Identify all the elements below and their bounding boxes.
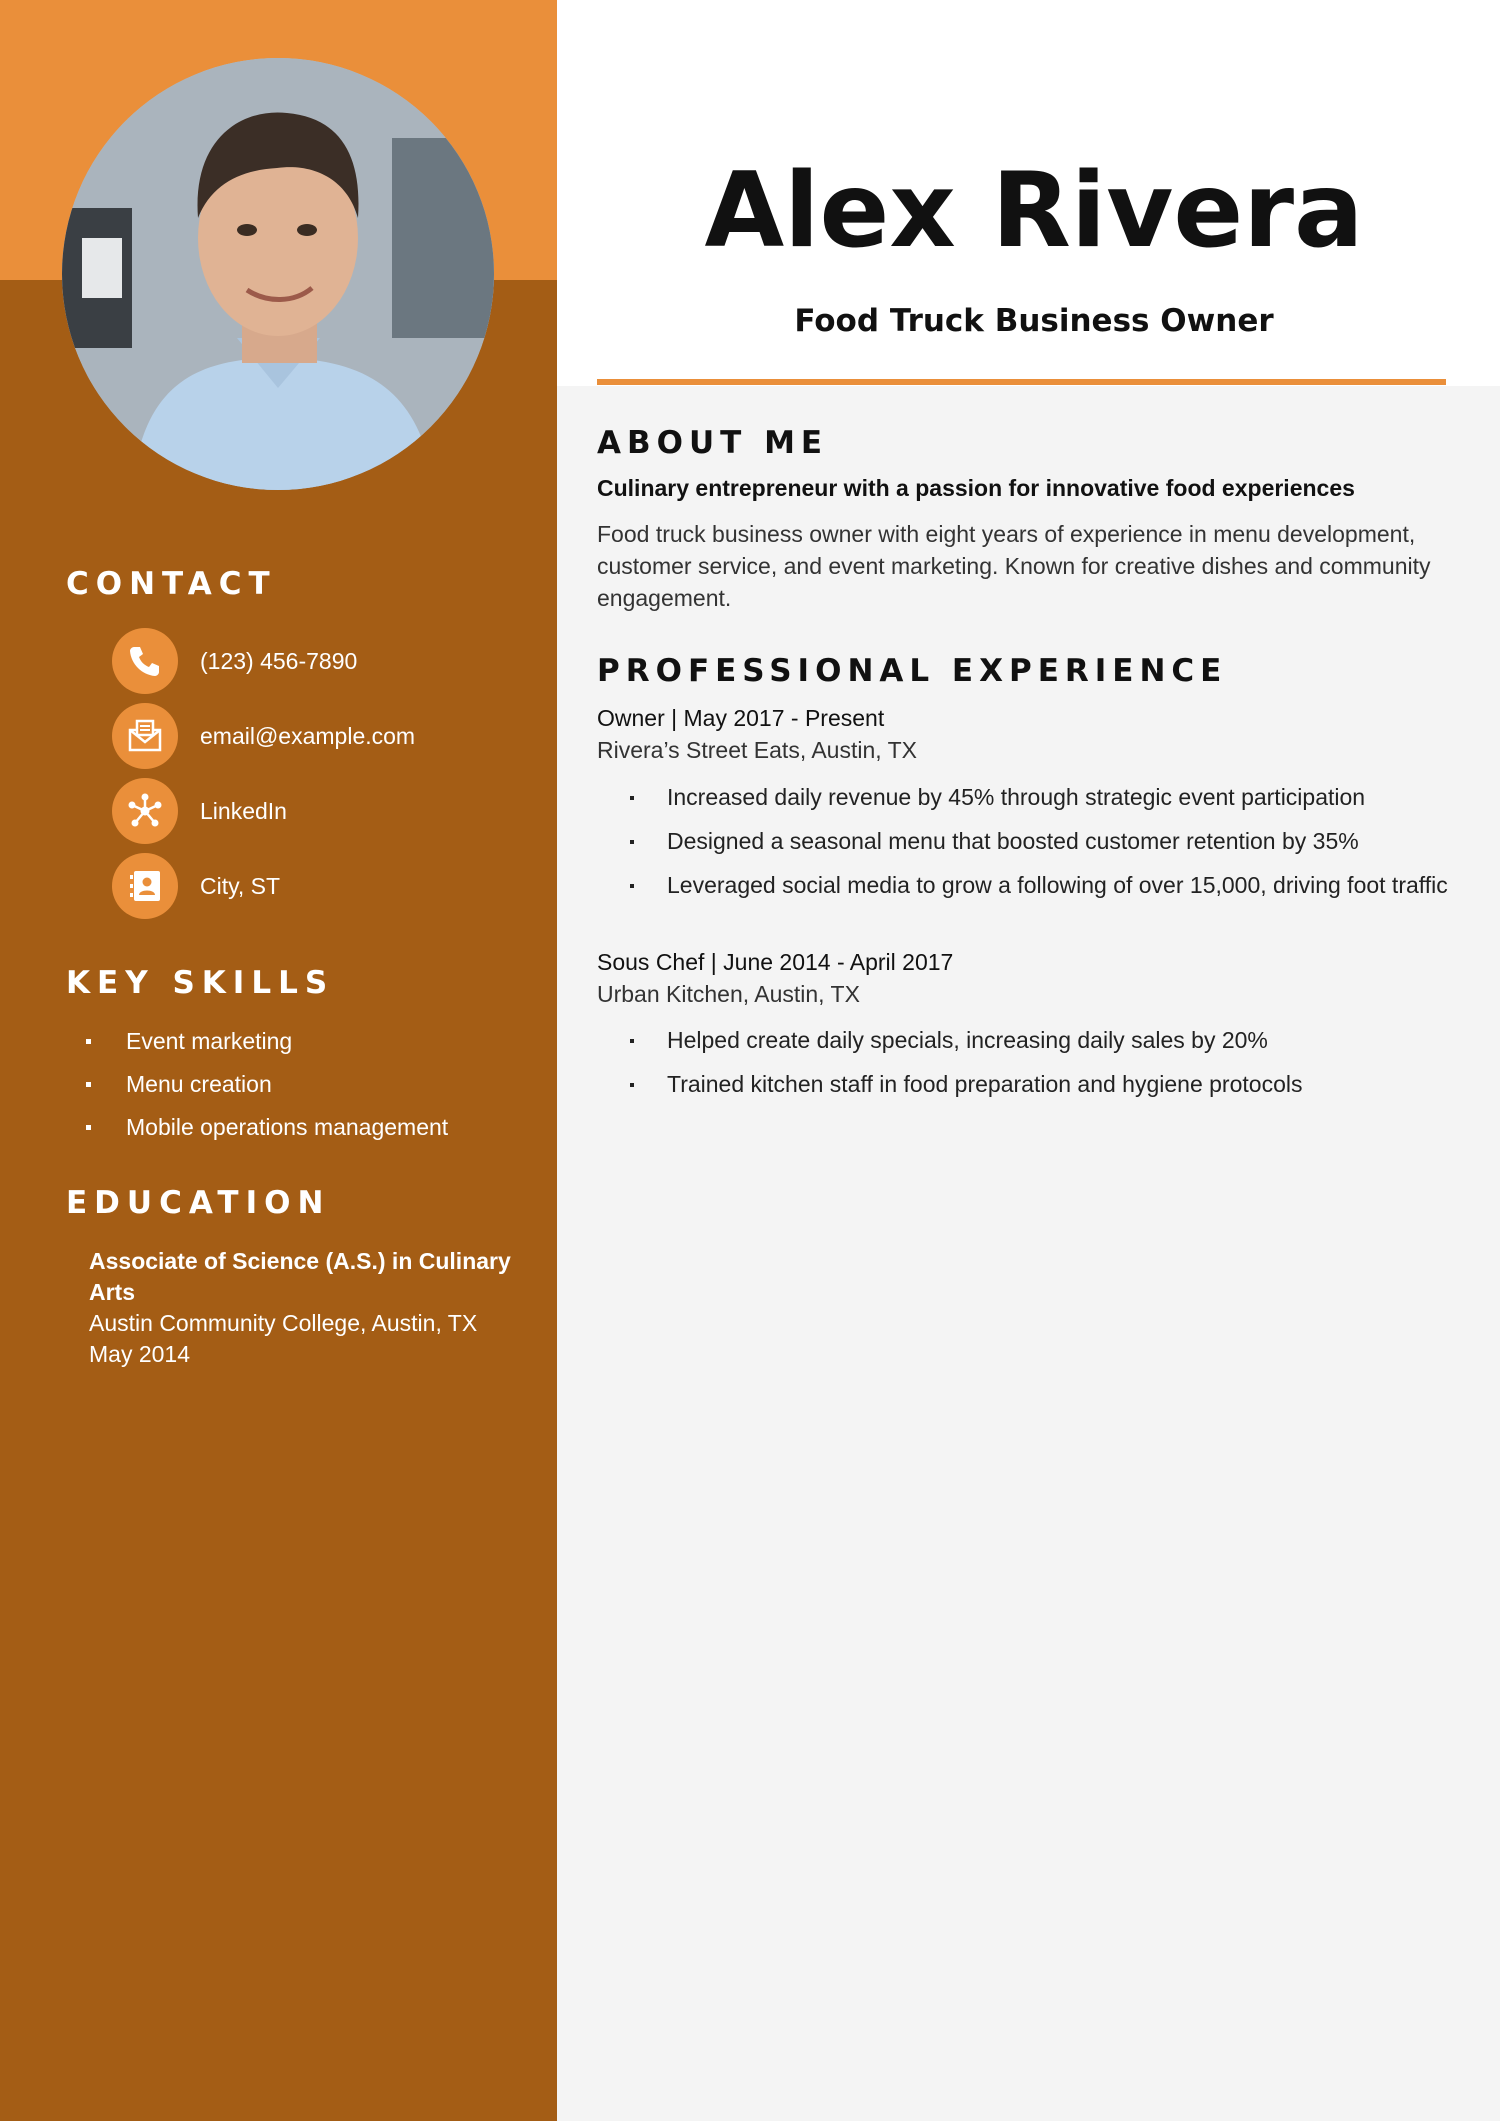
education-degree: Associate of Science (A.S.) in Culinary Arts — [89, 1248, 511, 1305]
education-heading: EDUCATION — [66, 1185, 331, 1221]
about-summary: Food truck business owner with eight years of experience in menu development, customer service, and event marketing. Known for creative dishes and community engagement. — [597, 521, 1431, 611]
job-role: Sous Chef | June 2014 - April 2017 — [597, 949, 954, 975]
bullet-text: Trained kitchen staff in food preparation and hygiene protocols — [667, 1071, 1303, 1097]
list-item — [597, 825, 1477, 857]
list-item — [597, 1068, 1477, 1100]
job-company: Urban Kitchen, Austin, TX — [597, 981, 860, 1007]
job-bullets — [597, 781, 1477, 913]
list-item — [66, 1020, 448, 1063]
bullet-icon — [630, 840, 634, 844]
candidate-name — [557, 151, 1500, 271]
education-school: Austin Community College, Austin, TX — [89, 1310, 478, 1336]
contact-email-text: email@example.com — [200, 722, 416, 749]
skill-text: Event marketing — [126, 1028, 293, 1054]
bullet-icon — [630, 884, 634, 888]
skill-text: Mobile operations management — [126, 1114, 449, 1140]
list-item — [66, 1063, 448, 1106]
education-date: May 2014 — [89, 1341, 191, 1367]
network-icon — [112, 778, 178, 844]
education-entry — [89, 1246, 529, 1370]
contact-location[interactable] — [112, 853, 532, 919]
experience-heading: PROFESSIONAL EXPERIENCE — [597, 653, 1228, 689]
skills-heading: KEY SKILLS — [66, 965, 335, 1001]
bullet-icon — [86, 1125, 91, 1130]
bullet-icon — [630, 1083, 634, 1087]
bullet-icon — [86, 1082, 91, 1087]
contact-phone-text: (123) 456-7890 — [200, 647, 358, 674]
contact-linkedin[interactable] — [112, 778, 532, 844]
about-heading: ABOUT ME — [597, 425, 829, 461]
first-name: Alex — [704, 151, 956, 271]
contact-location-text: City, ST — [200, 872, 281, 899]
contact-heading: CONTACT — [66, 566, 277, 602]
skills-list — [66, 1020, 448, 1149]
job-title: Food Truck Business Owner — [794, 303, 1274, 339]
list-item — [597, 1024, 1477, 1056]
last-name: Rivera — [991, 151, 1364, 271]
contact-linkedin-text: LinkedIn — [200, 797, 287, 824]
bullet-text: Designed a seasonal menu that boosted customer retention by 35% — [667, 828, 1359, 854]
skill-text: Menu creation — [126, 1071, 272, 1097]
contact-phone[interactable] — [112, 628, 532, 694]
list-item — [66, 1106, 448, 1149]
bullet-icon — [630, 1039, 634, 1043]
address-book-icon — [112, 853, 178, 919]
phone-icon — [112, 628, 178, 694]
bullet-text: Leveraged social media to grow a following of over 15,000, driving foot traffic — [667, 872, 1448, 898]
email-icon — [112, 703, 178, 769]
bullet-text: Increased daily revenue by 45% through strategic event participation — [667, 784, 1366, 810]
contact-email[interactable] — [112, 703, 532, 769]
bullet-text: Helped create daily specials, increasing daily sales by 20% — [667, 1027, 1268, 1053]
bullet-icon — [630, 796, 634, 800]
bullet-icon — [86, 1039, 91, 1044]
divider — [597, 379, 1446, 385]
about-tagline: Culinary entrepreneur with a passion for innovative food experiences — [597, 475, 1355, 501]
list-item — [597, 869, 1477, 901]
profile-photo — [62, 58, 494, 490]
list-item — [597, 781, 1477, 813]
job-company: Rivera’s Street Eats, Austin, TX — [597, 737, 918, 763]
job-bullets — [597, 1024, 1477, 1112]
job-role: Owner | May 2017 - Present — [597, 705, 885, 731]
